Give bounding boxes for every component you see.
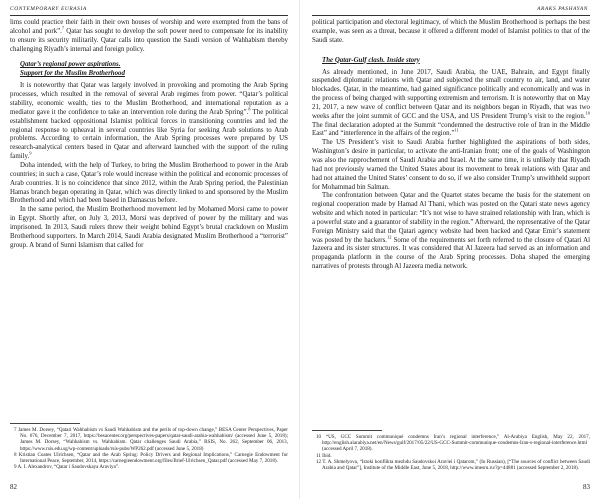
left-paragraph-3: In the same period, the Muslim Brotherhood movement led by Mohamed Morsi came to power in Egypt. Shortly after, on July 3, 2013, Morsi was deprived of power by the military and was imprisoned. In 2013, Saudi rulers threw their weight behind Egypt’s brutal crackdown on Muslim Brotherhood supporters. In March 2014, Saudi Arabia designated Muslim Brotherhood a “terrorist” group. A brand of Sunni Islamism that called for	[10, 206, 288, 249]
footnote-12: 12 T. A. Shmelyova, “Istoki konflikta mezhdu Saudovskoi Araviei i Qatarom,” (In Russian), [“The sources of conflict between Saudi Arabia and Qatar”], Institute of the Middle East, June 5, 2018, http://www.imesru.ru/?p=44881 (accessed September 2, 2018).	[316, 458, 590, 472]
footnote-ref-11[interactable]: 11	[454, 128, 459, 134]
footnote-ref-8[interactable]: 8	[248, 106, 251, 112]
heading-line-1: Qatar’s regional power aspirations.	[20, 61, 121, 69]
right-header-rule	[312, 15, 590, 16]
page-gutter	[299, 0, 300, 499]
right-page	[302, 0, 600, 499]
right-paragraph-1	[312, 69, 590, 140]
heading-line-2: Support for the Muslim Brotherhood	[20, 70, 125, 78]
right-footnote-rule	[312, 430, 382, 431]
left-header-rule	[10, 15, 288, 16]
left-footnotes	[10, 427, 288, 470]
right-paragraph-3	[312, 192, 590, 272]
right-paragraph-2: The US President’s visit to Saudi Arabia further highlighted the aspirations of both sides, Washington’s desire in particular, to activate the anti-Iranian front; one of the goals of Washington was also the rapprochement of Saudi Arabia and Israel. At the same time, it is unlikely that Riyadh had not previously warned the United States about its movement to break relations with Qatar and had not attained the United States’ consent to do so, if we also consider Trump’s unwithheld support for Mohammad bin Salman.	[312, 139, 590, 191]
left-paragraph-2: Doha intended, with the help of Turkey, to bring the Muslim Brotherhood to power in the Arab countries; in such a case, Qatar’s role would increase within the political and economic processes of Arab countries. It is no coincidence that since 2012, within the Arab Spring period, the Palestinian Hamas branch began operating in Qatar, which was directly linked to and sponsored by the Muslim Brotherhood and which had been based in Damascus before.	[10, 161, 288, 205]
footnote-ref-7[interactable]: 7	[61, 25, 65, 31]
right-para3-cont: Some of the requirements set forth referred to the closure of Qatari Al Jazeera and its sister structures. It was considered that Al Jazeera had served as an information and propaganda platform in the course of the Arab Spring processes. Doha shaped the emerging narratives of protests through Al Jazeera media network.	[312, 236, 590, 271]
right-page-number: 83	[583, 483, 590, 491]
left-running-head: CONTEMPORARY EURASIA	[10, 6, 87, 12]
footnote-7: 7 James M. Dorsey, “Qatari Wahhabism vs Saudi Wahhabism and the perils of top-down change,” BESA Center Perspectives, Paper No. 676, December 7, 2017, https://besacenter.org/perspectives-papers/qatar-saudi-arabia-wahhabism/ (accessed June 5, 2018); James M. Dorsey, “Wahhabism vs. Wahhabism. Qatar challenges Saudi Arabia,” RSIS, No. 262, September 06, 2013, https://www.rsis.edu.sg/wp-content/uploads/rsis-pubs/WP262.pdf (accessed June 5, 2018)	[14, 427, 288, 452]
left-body-text	[10, 19, 288, 250]
left-page-number: 82	[10, 483, 17, 491]
left-paragraph-1	[10, 82, 288, 162]
right-para3-text: The confrontation between Qatar and the Quartet states became the basis for the statement on regional cooperation made by Hamad Al Thani, which was posted on the Qatari state news agency website and which noted in particular: “It’s not wise to have strained relationship with Iran, which is a powerful state and a guarantor of stability in the region.” Afterward, the representative of the Qatar Foreign Ministry said that the Qatari agency website had been hacked and Qatar Emir’s statement was posted by the hackers.	[312, 192, 590, 244]
section-heading-regional-power	[20, 60, 288, 78]
right-para1-cont: The final declaration adopted at the Summit “condemned the destructive role of Iran in the Middle East” and “interference in the affairs of the region.”	[312, 121, 590, 138]
footnote-ref-12[interactable]: 12	[387, 234, 392, 240]
left-intro-text: lims could practice their faith in their own houses of worship and were exempted from the bans of alcohol and pork”.	[10, 19, 288, 35]
right-footnotes	[312, 434, 590, 471]
footnote-11: 11 Ibid.	[316, 452, 332, 459]
left-para1-text: It is noteworthy that Qatar was largely involved in provoking and promoting the Arab Spring processes, which resulted in the removal of several Arab regimes from power. “Qatar’s political stability, economic wealth, ties to the Muslim Brotherhood, and international reputation as a mediator gave it the confidence to take an intervention role during the Arab Spring”.	[10, 82, 288, 116]
left-page	[0, 0, 298, 499]
left-para1-cont: The political establishment backed oppositional Islamist political forces in transitioning countries and led the regional response to upheaval in several countries like Syria for seeking Arab solutions to Arab problems. According to certain information, the Arab Spring processes were prepared by US research-analytical centers based in Qatar and afterward launched with the support of the ruling family.	[10, 108, 288, 161]
section-heading-qatar-gulf-clash: The Qatar-Gulf clash. Inside story	[322, 56, 420, 64]
right-para1-text: As already mentioned, in June 2017, Saudi Arabia, the UAE, Bahrain, and Egypt finally suspended diplomatic relations with Qatar and subjected the small country to air, land, and water blockades. Qatar, in the meantime, had gained significance politically and economically and was in the process of being charged with supporting extremism and terrorism. It is noteworthy that on May 21, 2017, a new wave of conflict between Qatar and its neighbors began in Riyadh, that was two weeks after the joint summit of GCC and the USA, and US President Trump’s visit to the region.	[312, 68, 590, 120]
footnote-ref-9[interactable]: 9	[29, 150, 32, 156]
footnote-ref-10[interactable]: 10	[585, 110, 590, 116]
right-running-head: ARAKS PASHAYAN	[537, 6, 588, 12]
footnote-10: 10 “US, GCC Summit communiqué condemns Iran’s regional interference,” Al-Arabiya English, May 22, 2017, http://english.alarabiya.net/en/News/gulf/2017/05/22/US-GCC-Summit-communique-condemns-Iran-s-regional-interference.html (accessed April 7, 2018).	[316, 434, 590, 453]
left-footnote-rule	[10, 423, 80, 424]
right-body-text	[312, 19, 590, 272]
right-intro-paragraph: political participation and electoral legitimacy, of which the Muslim Brotherhood is perhaps the best example, was seen as a threat, because it offered a different model of Islamist politics to that of the Saudi state.	[312, 19, 590, 44]
left-intro-text-2: Qatar has sought to develop the soft power need to compensate for its inability to ensure its security militarily. Qatar calls into question the Saudi version of Wahhabism thereby challenging Riyadh’s internal and foreign policy.	[10, 27, 288, 53]
footnote-9: 9 A. I. Alexandrov, “Qatar i Saudovskaya Araviya”.	[14, 464, 120, 471]
footnote-8: 8 Kristian Coates Ulrichsen, “Qatar and the Arab Spring: Policy Drivers and Regional Implications,” Carnegie Endowment for International Peace, September, 2014, https://carnegieendowment.org/files/Brief-Ulrichsen_Qatar.pdf (accessed May 7, 2018).	[14, 451, 288, 465]
left-intro-paragraph	[10, 19, 288, 54]
